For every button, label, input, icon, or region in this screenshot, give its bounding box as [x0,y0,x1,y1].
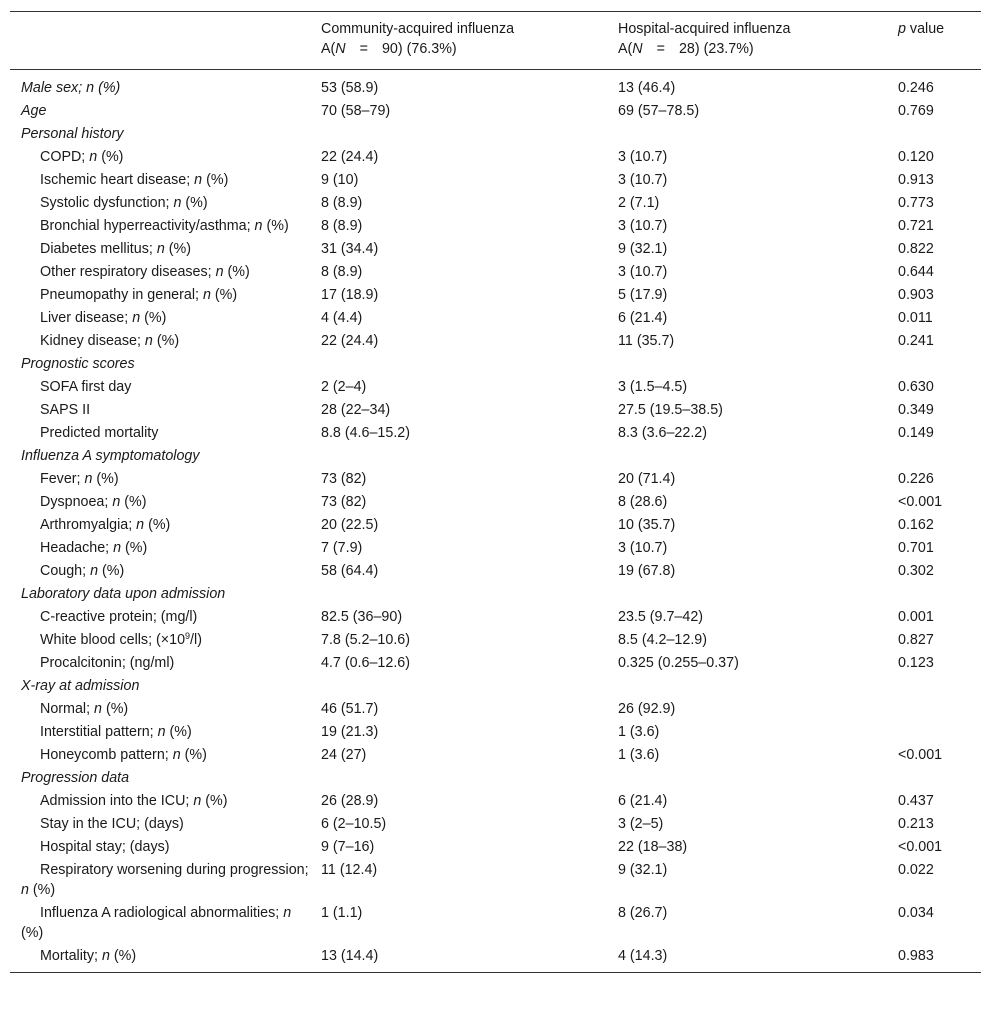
community-acquired-value [311,444,608,467]
table-row [10,283,981,306]
header-community-acquired: Community-acquired influenza A(N = 90) (76.3%) [321,21,515,57]
row-label: COPD; n (%) [40,149,124,165]
table-row [10,628,981,651]
hospital-acquired-value [608,444,888,467]
row-heading: X-ray at admission [21,678,140,694]
table-row [10,191,981,214]
community-acquired-value [311,582,608,605]
row-label: Mortality; n (%) [40,948,137,964]
table-row [10,901,981,944]
community-acquired-value: 58 (64.4) [321,563,379,579]
p-value: 0.903 [898,287,934,303]
p-value: <0.001 [898,494,943,510]
row-label: Predicted mortality [40,425,159,441]
header-hospital-acquired: Hospital-acquired influenza A(N = 28) (23.7%) [618,21,791,57]
p-value: 0.022 [898,862,934,878]
p-value: 0.983 [898,948,934,964]
hospital-acquired-value: 8.3 (3.6–22.2) [618,425,708,441]
community-acquired-value: 31 (34.4) [321,241,379,257]
hospital-acquired-value [608,582,888,605]
table-row [10,467,981,490]
p-value [888,444,981,467]
community-acquired-value: 82.5 (36–90) [321,609,403,625]
table-row [10,444,981,467]
hospital-acquired-value [608,674,888,697]
row-label: SAPS II [40,402,91,418]
p-value: 0.034 [898,905,934,921]
community-acquired-value: 6 (2–10.5) [321,816,387,832]
community-acquired-value: 2 (2–4) [321,379,367,395]
table-row [10,582,981,605]
table-row [10,743,981,766]
p-value [888,720,981,743]
hospital-acquired-value: 0.325 (0.255–0.37) [618,655,739,671]
community-acquired-value: 22 (24.4) [321,333,379,349]
comparison-table [10,11,981,973]
row-label: Pneumopathy in general; n (%) [40,287,238,303]
community-acquired-value: 20 (22.5) [321,517,379,533]
hospital-acquired-value: 19 (67.8) [618,563,676,579]
row-label: Interstitial pattern; n (%) [40,724,192,740]
p-value: <0.001 [898,747,943,763]
row-label: Honeycomb pattern; n (%) [40,747,207,763]
p-value: 0.701 [898,540,934,556]
table-row [10,812,981,835]
row-label: Diabetes mellitus; n (%) [40,241,191,257]
table-row [10,352,981,375]
p-value: 0.120 [898,149,934,165]
row-label: Influenza A radiological abnormalities; n (%) [21,905,292,941]
p-value: 0.001 [898,609,934,625]
row-label: Arthromyalgia; n (%) [40,517,171,533]
community-acquired-value: 7.8 (5.2–10.6) [321,632,411,648]
community-acquired-value: 7 (7.9) [321,540,363,556]
p-value [888,352,981,375]
table-row [10,513,981,536]
community-acquired-value [311,122,608,145]
row-label: Cough; n (%) [40,563,125,579]
row-label: Dyspnoea; n (%) [40,494,147,510]
row-heading: Influenza A symptomatology [21,448,200,464]
p-value [888,122,981,145]
hospital-acquired-value: 1 (3.6) [618,724,660,740]
table-row [10,329,981,352]
row-label: Procalcitonin; (ng/ml) [40,655,175,671]
hospital-acquired-value: 9 (32.1) [618,241,668,257]
community-acquired-value: 9 (10) [321,172,359,188]
hospital-acquired-value: 4 (14.3) [618,948,668,964]
community-acquired-value: 8 (8.9) [321,264,363,280]
row-heading: Age [21,103,47,119]
table-row [10,651,981,674]
hospital-acquired-value: 22 (18–38) [618,839,688,855]
hospital-acquired-value: 6 (21.4) [618,793,668,809]
community-acquired-value: 17 (18.9) [321,287,379,303]
row-label: Kidney disease; n (%) [40,333,180,349]
p-value [888,697,981,720]
hospital-acquired-value: 3 (10.7) [618,540,668,556]
table-row [10,835,981,858]
hospital-acquired-value: 10 (35.7) [618,517,676,533]
p-value: <0.001 [898,839,943,855]
row-heading: Prognostic scores [21,356,135,372]
table-row [10,168,981,191]
header-p-value: p value [898,21,945,37]
row-label: Stay in the ICU; (days) [40,816,184,832]
community-acquired-value: 24 (27) [321,747,367,763]
table-row [10,375,981,398]
table-row [10,858,981,901]
table-row [10,674,981,697]
row-label: Normal; n (%) [40,701,129,717]
p-value: 0.302 [898,563,934,579]
p-value [888,674,981,697]
community-acquired-value: 8.8 (4.6–15.2) [321,425,411,441]
community-acquired-value [311,674,608,697]
row-label: SOFA first day [40,379,132,395]
row-label: White blood cells; $(\times 10^9/l)$ [40,631,202,648]
p-value: 0.226 [898,471,934,487]
community-acquired-value: 73 (82) [321,494,367,510]
row-label: Bronchial hyperreactivity/asthma; n (%) [40,218,289,234]
row-label: Systolic dysfunction; n (%) [40,195,208,211]
p-value: 0.241 [898,333,934,349]
table-row [10,766,981,789]
hospital-acquired-value: 6 (21.4) [618,310,668,326]
row-label: Fever; n (%) [40,471,119,487]
p-value: 0.149 [898,425,934,441]
table-row [10,214,981,237]
table-header [10,12,981,70]
p-value: 0.123 [898,655,934,671]
table-row [10,697,981,720]
table-row [10,490,981,513]
row-label: Respiratory worsening during progression; n (%) [21,862,309,898]
row-heading: Laboratory data upon admission [21,586,226,602]
table-row [10,944,981,973]
p-value: 0.913 [898,172,934,188]
community-acquired-value: 53 (58.9) [321,80,379,96]
table-row [10,536,981,559]
p-value [888,766,981,789]
p-value: 0.349 [898,402,934,418]
p-value: 0.827 [898,632,934,648]
row-label: Admission into the ICU; n (%) [40,793,228,809]
hospital-acquired-value: 3 (10.7) [618,218,668,234]
community-acquired-value: 13 (14.4) [321,948,379,964]
p-value: 0.822 [898,241,934,257]
row-label: Liver disease; n (%) [40,310,167,326]
hospital-acquired-value: 8 (28.6) [618,494,668,510]
row-heading: Male sex; n (%) [21,80,121,96]
community-acquired-value: 22 (24.4) [321,149,379,165]
community-acquired-value: 73 (82) [321,471,367,487]
p-value: 0.773 [898,195,934,211]
hospital-acquired-value [608,122,888,145]
community-acquired-value: 26 (28.9) [321,793,379,809]
hospital-acquired-value: 9 (32.1) [618,862,668,878]
community-acquired-value: 70 (58–79) [321,103,391,119]
row-label: Headache; n (%) [40,540,148,556]
hospital-acquired-value: 23.5 (9.7–42) [618,609,704,625]
table-row [10,145,981,168]
community-acquired-value: 4 (4.4) [321,310,363,326]
hospital-acquired-value: 3 (10.7) [618,264,668,280]
header-blank [10,12,311,70]
table-row [10,260,981,283]
community-acquired-value: 11 (12.4) [321,862,378,878]
table-row [10,720,981,743]
hospital-acquired-value: 5 (17.9) [618,287,668,303]
community-acquired-value: 8 (8.9) [321,218,363,234]
table-row [10,605,981,628]
row-heading: Progression data [21,770,130,786]
hospital-acquired-value [608,766,888,789]
hospital-acquired-value: 3 (2–5) [618,816,664,832]
row-label: Hospital stay; (days) [40,839,170,855]
p-value: 0.630 [898,379,934,395]
table-row [10,421,981,444]
table-row [10,99,981,122]
p-value: 0.437 [898,793,934,809]
p-value: 0.213 [898,816,934,832]
community-acquired-value [311,352,608,375]
community-acquired-value: 28 (22–34) [321,402,391,418]
p-value: 0.769 [898,103,934,119]
table-row [10,398,981,421]
table-body [10,70,981,973]
p-value: 0.246 [898,80,934,96]
community-acquired-value: 8 (8.9) [321,195,363,211]
p-value: 0.721 [898,218,934,234]
p-value: 0.644 [898,264,934,280]
row-label: C-reactive protein; (mg/l) [40,609,198,625]
p-value [888,582,981,605]
hospital-acquired-value: 3 (10.7) [618,172,668,188]
hospital-acquired-value: 8 (26.7) [618,905,668,921]
community-acquired-value [311,766,608,789]
hospital-acquired-value: 20 (71.4) [618,471,676,487]
hospital-acquired-value: 11 (35.7) [618,333,675,349]
community-acquired-value: 46 (51.7) [321,701,379,717]
hospital-acquired-value: 26 (92.9) [618,701,676,717]
p-value: 0.162 [898,517,934,533]
table-row [10,237,981,260]
community-acquired-value: 1 (1.1) [321,905,363,921]
table-row [10,122,981,145]
hospital-acquired-value: 3 (10.7) [618,149,668,165]
row-label: Other respiratory diseases; n (%) [40,264,250,280]
community-acquired-value: 9 (7–16) [321,839,375,855]
table-row [10,306,981,329]
community-acquired-value: 19 (21.3) [321,724,379,740]
row-heading: Personal history [21,126,124,142]
hospital-acquired-value [608,352,888,375]
hospital-acquired-value: 3 (1.5–4.5) [618,379,688,395]
table-row [10,789,981,812]
hospital-acquired-value: 2 (7.1) [618,195,660,211]
community-acquired-value: 4.7 (0.6–12.6) [321,655,411,671]
table-row [10,559,981,582]
hospital-acquired-value: 27.5 (19.5–38.5) [618,402,723,418]
table-row [10,70,981,100]
hospital-acquired-value: 1 (3.6) [618,747,660,763]
hospital-acquired-value: 8.5 (4.2–12.9) [618,632,708,648]
hospital-acquired-value: 13 (46.4) [618,80,676,96]
hospital-acquired-value: 69 (57–78.5) [618,103,700,119]
row-label: Ischemic heart disease; n (%) [40,172,229,188]
p-value: 0.011 [898,310,933,326]
